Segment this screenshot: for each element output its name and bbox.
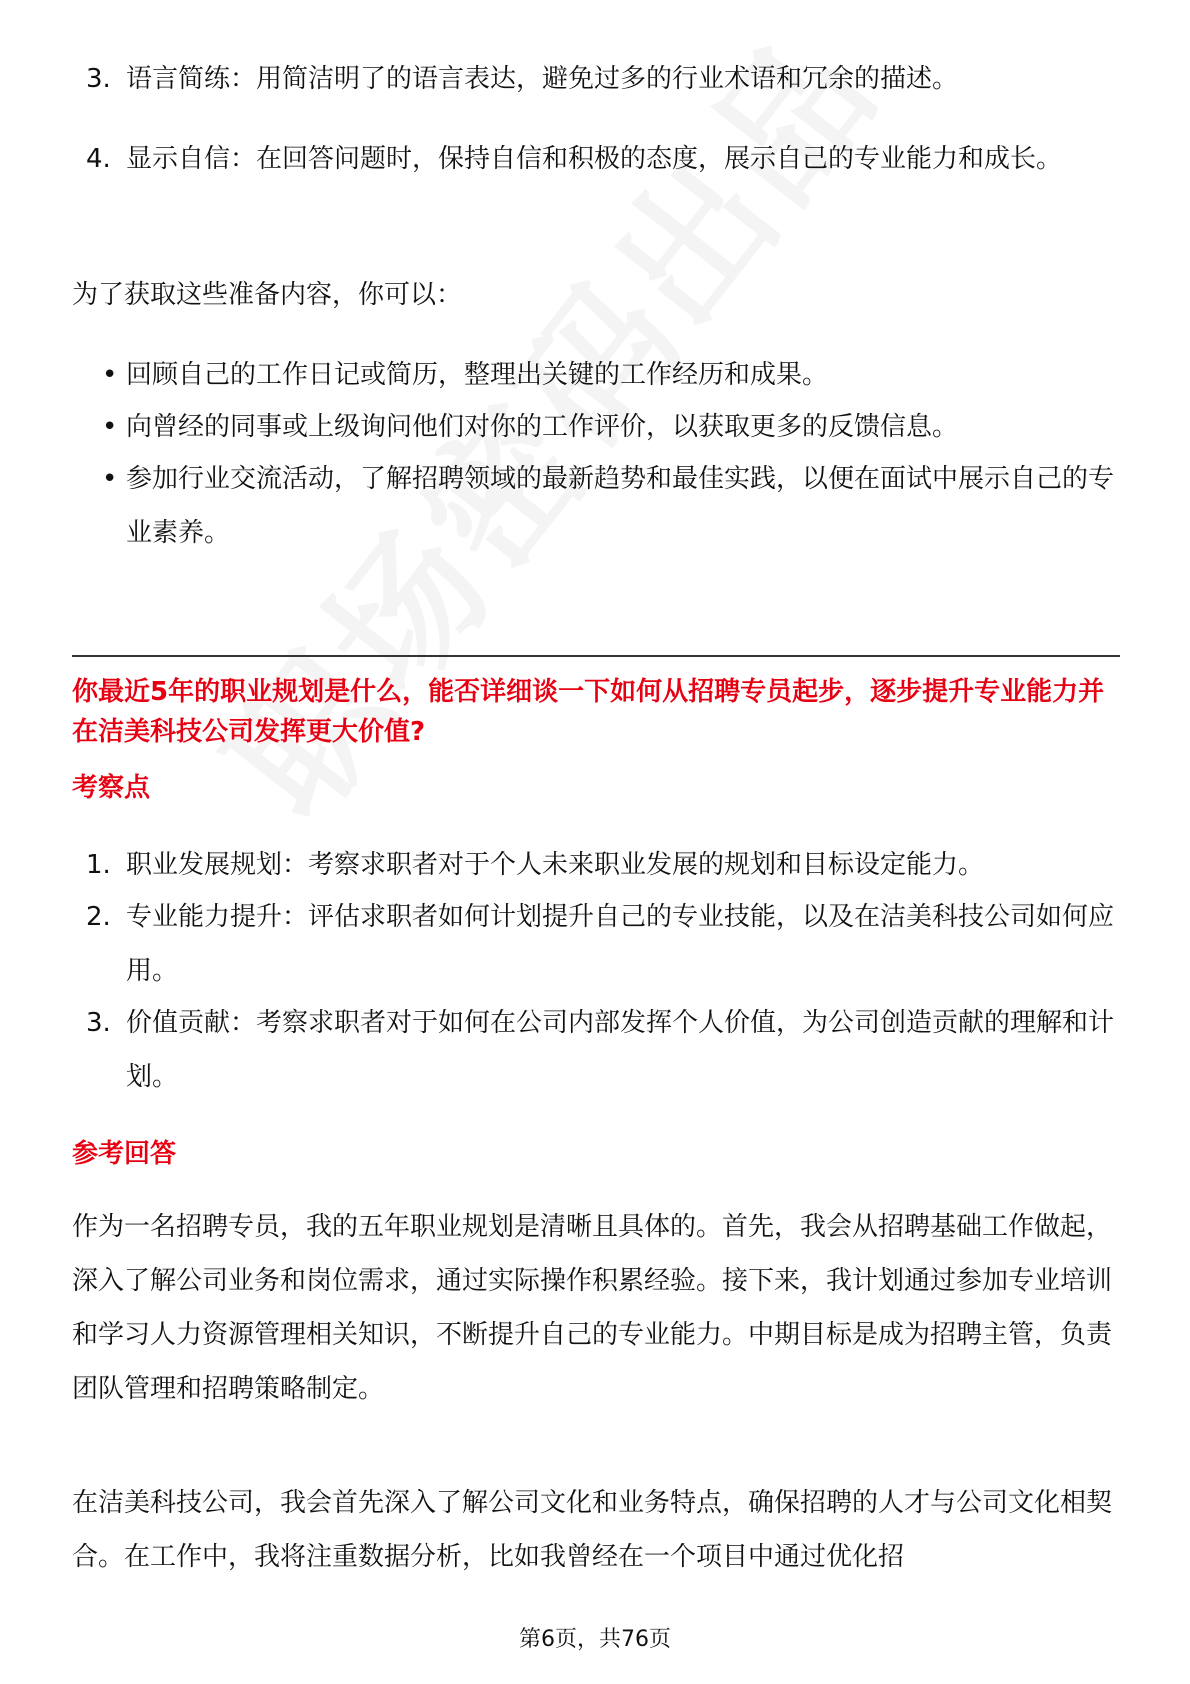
bullet-text: 向曾经的同事或上级询问他们对你的工作评价，以获取更多的反馈信息。 — [126, 412, 959, 442]
bullet-icon: • — [102, 412, 118, 442]
list-item — [86, 132, 1116, 186]
bullet-item — [102, 400, 1116, 454]
list-text: 职业发展规划：考察求职者对于个人未来职业发展的规划和目标设定能力。 — [126, 850, 985, 880]
list-item — [86, 838, 1116, 892]
list-number: 4. — [86, 144, 111, 174]
list-text: 显示自信：在回答问题时，保持自信和积极的态度，展示自己的专业能力和成长。 — [126, 144, 1063, 174]
bullet-icon: • — [102, 464, 118, 494]
list-text: 语言简练：用简洁明了的语言表达，避免过多的行业术语和冗余的描述。 — [126, 64, 959, 94]
bullet-item — [102, 348, 1116, 402]
question-heading: 你最近5年的职业规划是什么，能否详细谈一下如何从招聘专员起步，逐步提升专业能力并在洁美科技公司发挥更大价值? — [72, 677, 1105, 747]
list-text: 专业能力提升：评估求职者如何计划提升自己的专业技能，以及在洁美科技公司如何应用。 — [126, 902, 1115, 986]
list-item — [86, 996, 1116, 1104]
list-item — [86, 890, 1116, 998]
list-number: 3. — [86, 64, 111, 94]
bullet-text: 回顾自己的工作日记或简历，整理出关键的工作经历和成果。 — [126, 360, 829, 390]
list-text: 价值贡献：考察求职者对于如何在公司内部发挥个人价值，为公司创造贡献的理解和计划。 — [126, 1008, 1115, 1092]
bullet-icon: • — [102, 360, 118, 390]
list-number: 3. — [86, 1008, 111, 1038]
list-number: 2. — [86, 902, 111, 932]
answer-paragraph: 作为一名招聘专员，我的五年职业规划是清晰且具体的。首先，我会从招聘基础工作做起，深入了解公司业务和岗位需求，通过实际操作积累经验。接下来，我计划通过参加专业培训和学习人力资源管理相关知识，不断提升自己的专业能力。中期目标是成为招聘主管，负责团队管理和招聘策略制定。 — [72, 1212, 1113, 1404]
answer-heading: 参考回答 — [72, 1139, 177, 1169]
section-divider — [72, 655, 1120, 657]
answer-paragraph: 在洁美科技公司，我会首先深入了解公司文化和业务特点，确保招聘的人才与公司文化相契合。在工作中，我将注重数据分析，比如我曾经在一个项目中通过优化招 — [72, 1488, 1113, 1572]
list-item — [86, 52, 1116, 106]
bullet-text: 参加行业交流活动，了解招聘领域的最新趋势和最佳实践，以便在面试中展示自己的专业素养。 — [126, 464, 1115, 548]
list-number: 1. — [86, 850, 111, 880]
page-number: 第6页，共76页 — [519, 1627, 671, 1652]
bullet-item — [102, 452, 1116, 560]
prep-intro: 为了获取这些准备内容，你可以： — [72, 280, 463, 310]
focus-heading: 考察点 — [72, 773, 151, 803]
